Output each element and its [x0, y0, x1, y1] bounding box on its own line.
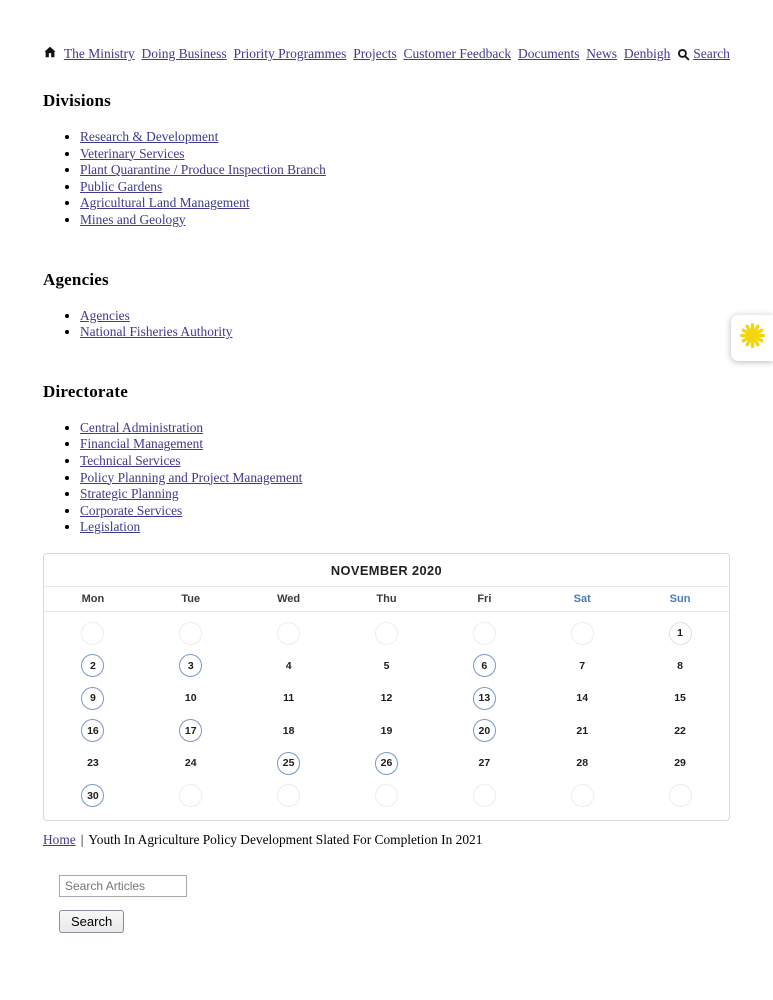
calendar-cell: [631, 747, 729, 780]
list-item: [80, 162, 730, 179]
calendar-cell: [142, 747, 240, 780]
search-link[interactable]: [677, 46, 730, 62]
calendar-cell: [338, 747, 436, 780]
calendar-cell: [44, 714, 142, 747]
calendar-day-16[interactable]: 16: [81, 719, 104, 742]
section-title-agencies: Agencies: [43, 269, 109, 289]
calendar-day-19: 19: [380, 724, 393, 737]
calendar-cell: [142, 682, 240, 715]
home-icon: [43, 45, 57, 63]
breadcrumb-home-link[interactable]: Home: [43, 831, 76, 847]
nav-link-priority-programmes[interactable]: Priority Programmes: [233, 46, 347, 61]
calendar-day-21: 21: [576, 724, 589, 737]
breadcrumb: [43, 832, 730, 848]
breadcrumb-page-title: Youth In Agriculture Policy Development Slated For Completion In 2021: [88, 831, 483, 847]
link-policy-planning-and-project-management[interactable]: Policy Planning and Project Management: [80, 469, 303, 485]
list-item: [80, 470, 730, 487]
calendar-day-26[interactable]: 26: [375, 752, 398, 775]
section-links-divisions: [43, 129, 730, 229]
calendar-cell: [435, 714, 533, 747]
nav-link-documents[interactable]: Documents: [517, 46, 580, 61]
list-item: [80, 436, 730, 453]
article-search-form: [59, 875, 730, 933]
calendar-cell: [435, 682, 533, 715]
nav-link-projects[interactable]: Projects: [353, 46, 397, 61]
calendar-cell: [435, 779, 533, 812]
calendar-cell: [533, 779, 631, 812]
list-item: [80, 129, 730, 146]
calendar-day-1: 1: [669, 622, 692, 645]
calendar-cell: [240, 747, 338, 780]
section-title-divisions: Divisions: [43, 91, 111, 110]
list-item: [80, 324, 730, 341]
calendar-cell: [142, 649, 240, 682]
calendar-cell: [240, 649, 338, 682]
list-item: [80, 519, 730, 536]
nav-link-denbigh[interactable]: Denbigh: [623, 46, 671, 61]
sections: [43, 91, 730, 536]
calendar-day-header-fri: Fri: [477, 592, 492, 605]
calendar-day-18: 18: [282, 724, 295, 737]
search-articles-button[interactable]: Search: [59, 910, 124, 933]
calendar-cell: [44, 649, 142, 682]
calendar-cell: [533, 747, 631, 780]
calendar-empty-day: [375, 784, 398, 807]
calendar-empty-day: [179, 622, 202, 645]
calendar-cell: [533, 682, 631, 715]
calendar-cell: [338, 617, 436, 650]
link-technical-services[interactable]: Technical Services: [80, 452, 181, 468]
section-links-directorate: [43, 420, 730, 536]
calendar-cell: [240, 682, 338, 715]
calendar-cell: [44, 682, 142, 715]
calendar-day-6[interactable]: 6: [473, 654, 496, 677]
calendar-cell: [142, 779, 240, 812]
home-link[interactable]: [43, 45, 57, 63]
link-central-administration[interactable]: Central Administration: [80, 419, 204, 435]
calendar-day-22: 22: [674, 724, 686, 737]
breadcrumb-separator: |: [80, 831, 84, 847]
calendar-day-24: 24: [184, 757, 197, 770]
calendar-day-17[interactable]: 17: [179, 719, 202, 742]
calendar-empty-day: [375, 622, 398, 645]
calendar-day-3[interactable]: 3: [179, 654, 202, 677]
calendar-cell: [631, 779, 729, 812]
calendar-cell: [631, 714, 729, 747]
calendar-day-28: 28: [576, 757, 589, 770]
nav-link-the-ministry[interactable]: The Ministry: [63, 46, 135, 61]
calendar-cell: [533, 649, 631, 682]
calendar-day-5: 5: [383, 659, 390, 672]
accessibility-widget[interactable]: [731, 315, 773, 361]
link-veterinary-services[interactable]: Veterinary Services: [80, 145, 185, 161]
nav-link-news[interactable]: News: [586, 46, 618, 61]
link-financial-management[interactable]: Financial Management: [80, 436, 204, 452]
calendar-empty-day: [473, 784, 496, 807]
calendar-empty-day: [81, 622, 104, 645]
calendar-day-29: 29: [674, 757, 686, 770]
calendar-day-8: 8: [677, 659, 683, 672]
list-item: [80, 453, 730, 470]
calendar-day-header-sun: Sun: [669, 592, 691, 605]
calendar-cell: [240, 617, 338, 650]
list-item: [80, 486, 730, 503]
calendar-day-30[interactable]: 30: [81, 784, 104, 807]
list-item: [80, 195, 730, 212]
calendar-cell: [142, 617, 240, 650]
calendar-day-11: 11: [283, 692, 295, 705]
calendar-cell: [533, 617, 631, 650]
calendar-day-13[interactable]: 13: [473, 687, 496, 710]
search-link-label: Search: [693, 46, 730, 61]
section-title-directorate: Directorate: [43, 381, 128, 401]
calendar-day-header-thu: Thu: [376, 592, 397, 605]
link-agricultural-land-management[interactable]: Agricultural Land Management: [80, 195, 250, 211]
calendar-day-4: 4: [285, 659, 292, 672]
calendar-day-12: 12: [380, 692, 393, 705]
list-item: [80, 146, 730, 163]
link-agencies[interactable]: Agencies: [80, 307, 130, 323]
calendar-cell: [631, 682, 729, 715]
calendar-cell: [142, 714, 240, 747]
calendar-title: NOVEMBER 2020: [44, 554, 729, 587]
list-item: [80, 308, 730, 325]
calendar-day-header-tue: Tue: [181, 592, 201, 605]
calendar-empty-day: [669, 784, 692, 807]
search-icon: [677, 48, 690, 61]
calendar-cell: [533, 714, 631, 747]
link-legislation[interactable]: Legislation: [80, 519, 141, 535]
calendar-empty-day: [571, 622, 594, 645]
calendar-grid: [44, 612, 729, 820]
link-strategic-planning[interactable]: Strategic Planning: [80, 486, 179, 502]
calendar-day-header-wed: Wed: [277, 592, 301, 605]
calendar-day-9[interactable]: 9: [81, 687, 104, 710]
calendar-day-header-sat: Sat: [573, 592, 591, 605]
link-plant-quarantine-produce-inspection-branch[interactable]: Plant Quarantine / Produce Inspection Branch: [80, 162, 326, 178]
calendar-day-7: 7: [579, 659, 586, 672]
calendar-empty-day: [179, 784, 202, 807]
calendar-cell: [631, 617, 729, 650]
calendar-empty-day: [277, 784, 300, 807]
calendar-day-27: 27: [478, 757, 491, 770]
calendar-day-25[interactable]: 25: [277, 752, 300, 775]
calendar-cell: [240, 714, 338, 747]
link-research-development[interactable]: Research & Development: [80, 129, 219, 144]
calendar-cell: [435, 747, 533, 780]
calendar-cell: [338, 649, 436, 682]
calendar-cell: [435, 649, 533, 682]
section-links-agencies: [43, 308, 730, 341]
calendar-cell: [338, 779, 436, 812]
nav-link-customer-feedback[interactable]: Customer Feedback: [403, 46, 512, 61]
calendar-cell: [240, 779, 338, 812]
list-item: [80, 212, 730, 229]
calendar-cell: [631, 649, 729, 682]
calendar-day-2[interactable]: 2: [81, 654, 104, 677]
link-national-fisheries-authority[interactable]: National Fisheries Authority: [80, 324, 233, 340]
list-item: [80, 179, 730, 196]
calendar-day-10: 10: [184, 692, 197, 705]
list-item: [80, 420, 730, 437]
calendar-empty-day: [277, 622, 300, 645]
calendar-cell: [44, 747, 142, 780]
search-articles-input[interactable]: [59, 875, 187, 897]
link-mines-and-geology[interactable]: Mines and Geology: [80, 211, 186, 227]
calendar-cell: [44, 617, 142, 650]
calendar-cell: [338, 682, 436, 715]
calendar-day-headers: [44, 587, 729, 612]
calendar-empty-day: [473, 622, 496, 645]
link-corporate-services[interactable]: Corporate Services: [80, 502, 183, 518]
main-nav: [43, 45, 730, 63]
asterisk-starburst-icon: [739, 322, 766, 354]
calendar-day-14: 14: [576, 692, 589, 705]
link-public-gardens[interactable]: Public Gardens: [80, 178, 163, 194]
event-calendar: [43, 553, 730, 821]
nav-link-doing-business[interactable]: Doing Business: [141, 46, 227, 61]
calendar-day-15: 15: [674, 692, 686, 705]
calendar-cell: [44, 779, 142, 812]
calendar-day-23: 23: [87, 757, 99, 770]
calendar-cell: [338, 714, 436, 747]
calendar-cell: [435, 617, 533, 650]
list-item: [80, 503, 730, 520]
calendar-empty-day: [571, 784, 594, 807]
calendar-day-20[interactable]: 20: [473, 719, 496, 742]
calendar-day-header-mon: Mon: [81, 592, 105, 605]
